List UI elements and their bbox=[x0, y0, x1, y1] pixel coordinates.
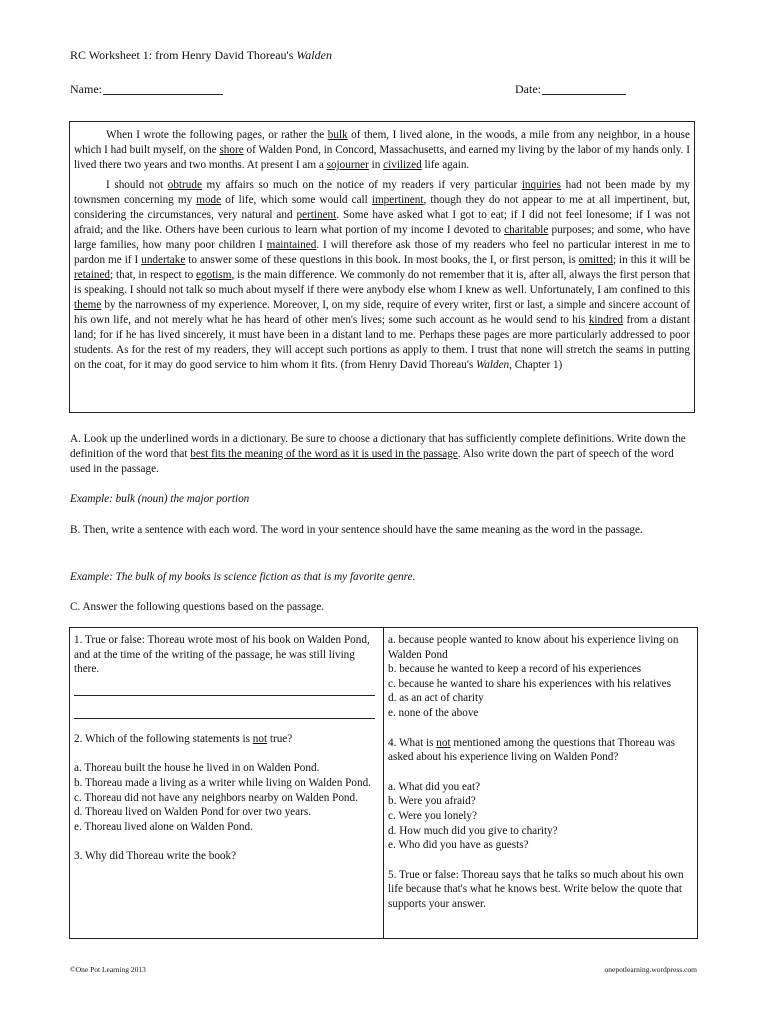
text-run: , though they do not appear to me at all impertinent, but, considering the circumstances, very natural and bbox=[74, 194, 690, 221]
question-2 bbox=[74, 732, 379, 747]
underlined-word: kindred bbox=[588, 314, 624, 326]
questions-table bbox=[69, 627, 698, 939]
instruction-a bbox=[70, 432, 696, 477]
underlined-word: undertake bbox=[141, 254, 186, 266]
text-run: , Chapter 1) bbox=[509, 359, 563, 371]
text-run: mentioned among the questions that Thoreau was asked about his experience living on Walden Pond? bbox=[388, 736, 676, 764]
text-run: 2. Which of the following statements is bbox=[74, 732, 253, 745]
date-label: Date: bbox=[515, 82, 541, 96]
worksheet-title-prefix: RC Worksheet 1: from Henry David Thoreau's bbox=[70, 48, 297, 62]
instruction-b: B. Then, write a sentence with each word. The word in your sentence should have the same meaning as the word in the passage. bbox=[70, 524, 643, 536]
underlined-word: pertinent bbox=[296, 209, 337, 221]
answer-option[interactable]: b. Were you afraid? bbox=[388, 795, 476, 808]
underlined-word: egotism bbox=[196, 269, 232, 281]
passage-paragraph-1 bbox=[74, 128, 690, 173]
answer-option[interactable]: d. How much did you give to charity? bbox=[388, 824, 558, 837]
underlined-word: theme bbox=[74, 299, 102, 311]
underlined-word: impertinent bbox=[371, 194, 424, 206]
text-run: my affairs so much on the notice of my readers if very particular bbox=[201, 179, 522, 191]
text-run: true? bbox=[267, 732, 293, 745]
answer-option[interactable]: d. as an act of charity bbox=[388, 692, 484, 705]
text-run: ; in this it will be bbox=[612, 254, 691, 266]
name-label: Name: bbox=[70, 82, 102, 96]
date-line bbox=[515, 82, 626, 97]
answer-option[interactable]: a. Thoreau built the house he lived in on Walden Pond. bbox=[74, 762, 320, 775]
answer-option[interactable]: a. What did you eat? bbox=[388, 780, 481, 793]
answer-option[interactable]: c. Thoreau did not have any neighbors nearby on Walden Pond. bbox=[74, 791, 358, 804]
passage-paragraph-2 bbox=[74, 178, 690, 373]
underlined-word: inquiries bbox=[521, 179, 561, 191]
text-run: . Also write down the part of speech of the word used in the passage. bbox=[70, 448, 674, 475]
text-run: A. Look up the underlined words in a dictionary. Be sure to choose a dictionary that has sufficiently complete definitions. Write down the definition of the word that bbox=[70, 433, 686, 460]
underlined-word: mode bbox=[196, 194, 222, 206]
underlined-word: sojourner bbox=[326, 159, 369, 171]
question-3: 3. Why did Thoreau write the book? bbox=[74, 850, 237, 863]
text-run: of life, which some would call bbox=[221, 194, 372, 206]
underlined-word: best fits the meaning of the word as it is used in the passage bbox=[190, 448, 458, 460]
footer-website[interactable]: onepotlearning.wordpress.com bbox=[604, 965, 697, 974]
underlined-word: civilized bbox=[383, 159, 422, 171]
text-run: 4. What is bbox=[388, 736, 437, 749]
underlined-word: not bbox=[436, 736, 451, 749]
text-run: by the narrowness of my experience. Moreover, I, on my side, require of every writer, first or last, a simple and sincere account of his own life, and not merely what he has heard of other men's lives; some such account as he would send to his bbox=[74, 299, 690, 326]
text-run: , is the main difference. We commonly do not remember that it is, after all, always the first person that is speaking. I should not talk so much about myself if there were anybody else whom I knew as well. Unfortunately, I am confined to this bbox=[74, 269, 690, 296]
answer-option[interactable]: d. Thoreau lived on Walden Pond for over two years. bbox=[74, 806, 311, 819]
answer-option[interactable]: b. because he wanted to keep a record of his experiences bbox=[388, 663, 642, 676]
question-4-options bbox=[388, 780, 693, 853]
text-run: life again. bbox=[421, 159, 470, 171]
answer-option[interactable]: e. none of the above bbox=[388, 706, 479, 719]
worksheet-title-book: Walden bbox=[296, 48, 332, 62]
italic-text: Walden bbox=[476, 359, 510, 371]
underlined-word: obtrude bbox=[167, 179, 202, 191]
text-run: When I wrote the following pages, or rather the bbox=[106, 129, 328, 141]
underlined-word: omitted bbox=[578, 254, 613, 266]
question-5: 5. True or false: Thoreau says that he talks so much about his own life because that's what he knows best. Write below the quote that supports your answer. bbox=[388, 868, 684, 910]
passage-box bbox=[69, 121, 695, 413]
text-run: . Some have asked what I got to eat; if I did not feel lonesome; if I was not afraid; and the like. Others have been curious to learn what portion of my income I devoted to bbox=[74, 209, 690, 236]
text-run: to answer some of these questions in this book. In most books, the I, or first person, is bbox=[185, 254, 579, 266]
name-blank[interactable] bbox=[103, 94, 223, 95]
questions-right-column bbox=[384, 628, 697, 938]
text-run: ; that, in respect to bbox=[110, 269, 197, 281]
question-2-options bbox=[74, 761, 379, 834]
answer-option[interactable]: b. Thoreau made a living as a writer while living on Walden Pond. bbox=[74, 776, 371, 789]
questions-left-column bbox=[70, 628, 384, 938]
underlined-word: not bbox=[252, 732, 268, 745]
text-run: . I will therefore ask those of my readers who feel no particular interest in me to pardon me if I bbox=[74, 239, 690, 266]
text-run: had not been made by my townsmen concerning my bbox=[74, 179, 690, 206]
example-a: Example: bulk (noun) the major portion bbox=[70, 493, 250, 505]
text-run: purposes; and some, who have large families, how many poor children I bbox=[74, 224, 690, 251]
question-3-options bbox=[388, 633, 693, 721]
date-blank[interactable] bbox=[542, 94, 626, 95]
text-run: of them, I lived alone, in the woods, a mile from any neighbor, in a house which I had built myself, on the bbox=[74, 129, 690, 156]
answer-option[interactable]: e. Who did you have as guests? bbox=[388, 839, 529, 852]
example-b: Example: The bulk of my books is science fiction as that is my favorite genre. bbox=[70, 571, 416, 583]
answer-option[interactable]: c. because he wanted to share his experiences with his relatives bbox=[388, 677, 671, 690]
underlined-word: shore bbox=[219, 144, 244, 156]
underlined-word: retained bbox=[74, 269, 111, 281]
name-line bbox=[70, 82, 223, 97]
text-run: in bbox=[368, 159, 384, 171]
answer-option[interactable]: a. because people wanted to know about his experience living on Walden Pond bbox=[388, 634, 679, 661]
underlined-word: maintained bbox=[266, 239, 317, 251]
answer-option[interactable]: e. Thoreau lived alone on Walden Pond. bbox=[74, 820, 253, 833]
answer-line-1[interactable] bbox=[74, 695, 375, 696]
question-4 bbox=[388, 736, 693, 765]
answer-option[interactable]: c. Were you lonely? bbox=[388, 809, 477, 822]
text-run: of Walden Pond, in Concord, Massachusetts, and earned my living by the labor of my hands only. I lived there two years and two months. At present I am a bbox=[74, 144, 690, 171]
underlined-word: charitable bbox=[504, 224, 549, 236]
underlined-word: bulk bbox=[327, 129, 348, 141]
instruction-c: C. Answer the following questions based on the passage. bbox=[70, 601, 325, 613]
footer-copyright: ©One Pot Learning 2013 bbox=[70, 965, 146, 974]
text-run: I should not bbox=[106, 179, 168, 191]
worksheet-title bbox=[70, 48, 332, 63]
text-run: from a distant land; for if he has lived sincerely, it must have been in a distant land to me. Perhaps these pages are more particularly addressed to poor students. As for the rest of my readers, they will accept such portions as apply to them. I trust that none will stretch the seams in putting on the coat, for it may do good service to him whom it fits. (from Henry David Thoreau's bbox=[74, 314, 690, 371]
question-1: 1. True or false: Thoreau wrote most of his book on Walden Pond, and at the time of the writing of the passage, he was still living there. bbox=[74, 634, 370, 676]
